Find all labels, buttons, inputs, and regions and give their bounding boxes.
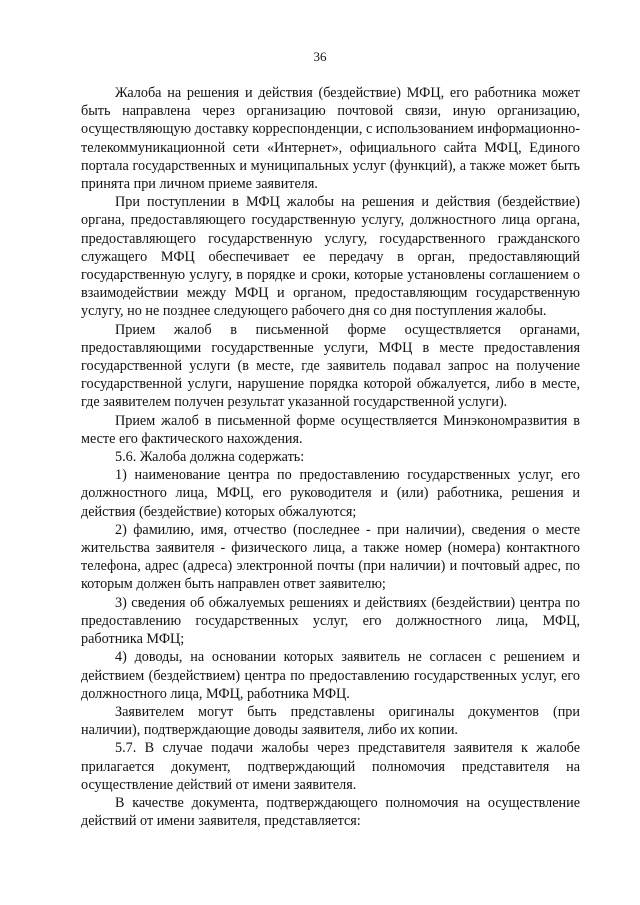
document-body: [81, 84, 580, 830]
paragraph-written-reception: Прием жалоб в письменной форме осуществляется органами, предоставляющими государственные услуги, МФЦ в месте предоставления государственной услуги (в месте, где заявитель подавал запрос на получение государственной услуги, нарушение порядка которой обжалуется, либо в месте, где заявителем получен результат указанной государственной услуги).: [81, 321, 580, 411]
list-item-2: 2) фамилию, имя, отчество (последнее - при наличии), сведения о месте жительства заявителя - физического лица, а также номер (номера) контактного телефона, адрес (адреса) электронной почты (при наличии) и почтовый адрес, по которым должен быть направлен ответ заявителю;: [81, 521, 580, 593]
page-number: 36: [313, 49, 327, 64]
section-paragraph-5-7: 5.7. В случае подачи жалобы через представителя заявителя к жалобе прилагается документ, подтверждающий полномочия представителя на осуществление действий от имени заявителя.: [81, 740, 580, 793]
paragraph-complaint-channels: Жалоба на решения и действия (бездействие) МФЦ, его работника может быть направлена через организацию почтовой связи, иную организацию, осуществляющую доставку корреспонденции, с использованием информационно-телекоммуникационной сети «Интернет», официального сайта МФЦ, Единого портала государственных и муниципальных услуг (функций), а также может быть принята при личном приеме заявителя.: [81, 85, 580, 193]
list-item-3: 3) сведения об обжалуемых решениях и действиях (бездействии) центра по предоставлению государственных услуг, его должностного лица, МФЦ, работника МФЦ;: [81, 594, 580, 648]
list-item-1: 1) наименование центра по предоставлению государственных услуг, его должностного лица, МФЦ, его руководителя и (или) работника, решения и действия (бездействие) которых обжалуются;: [81, 467, 580, 520]
paragraph-original-documents: Заявителем могут быть представлены оригиналы документов (при наличии), подтверждающие доводы заявителя, либо их копии.: [81, 703, 580, 739]
paragraph-proof-of-authority: В качестве документа, подтверждающего полномочия на осуществление действий от имени заявителя, представляется:: [81, 794, 580, 830]
paragraph-mfc-forwarding: При поступлении в МФЦ жалобы на решения и действия (бездействие) органа, предоставляющего государственную услугу, должностного лица органа, предоставляющего государственную услугу, государственного гражданского служащего МФЦ обеспечивает ее передачу в орган, предоставляющий государственную услугу, в порядке и сроки, которые установлены соглашением о взаимодействии между МФЦ и органом, предоставляющим государственную услугу, но не позднее следующего рабочего дня со дня поступления жалобы.: [81, 194, 580, 320]
list-item-4: 4) доводы, на основании которых заявитель не согласен с решением и действием (бездействием) центра по предоставлению государственных услуг, его должностного лица, МФЦ, работника МФЦ.: [81, 649, 580, 702]
section-heading-5-6: 5.6. Жалоба должна содержать:: [115, 449, 305, 466]
paragraph-ministry-reception: Прием жалоб в письменной форме осуществляется Минэкономразвития в месте его фактического нахождения.: [81, 412, 580, 447]
